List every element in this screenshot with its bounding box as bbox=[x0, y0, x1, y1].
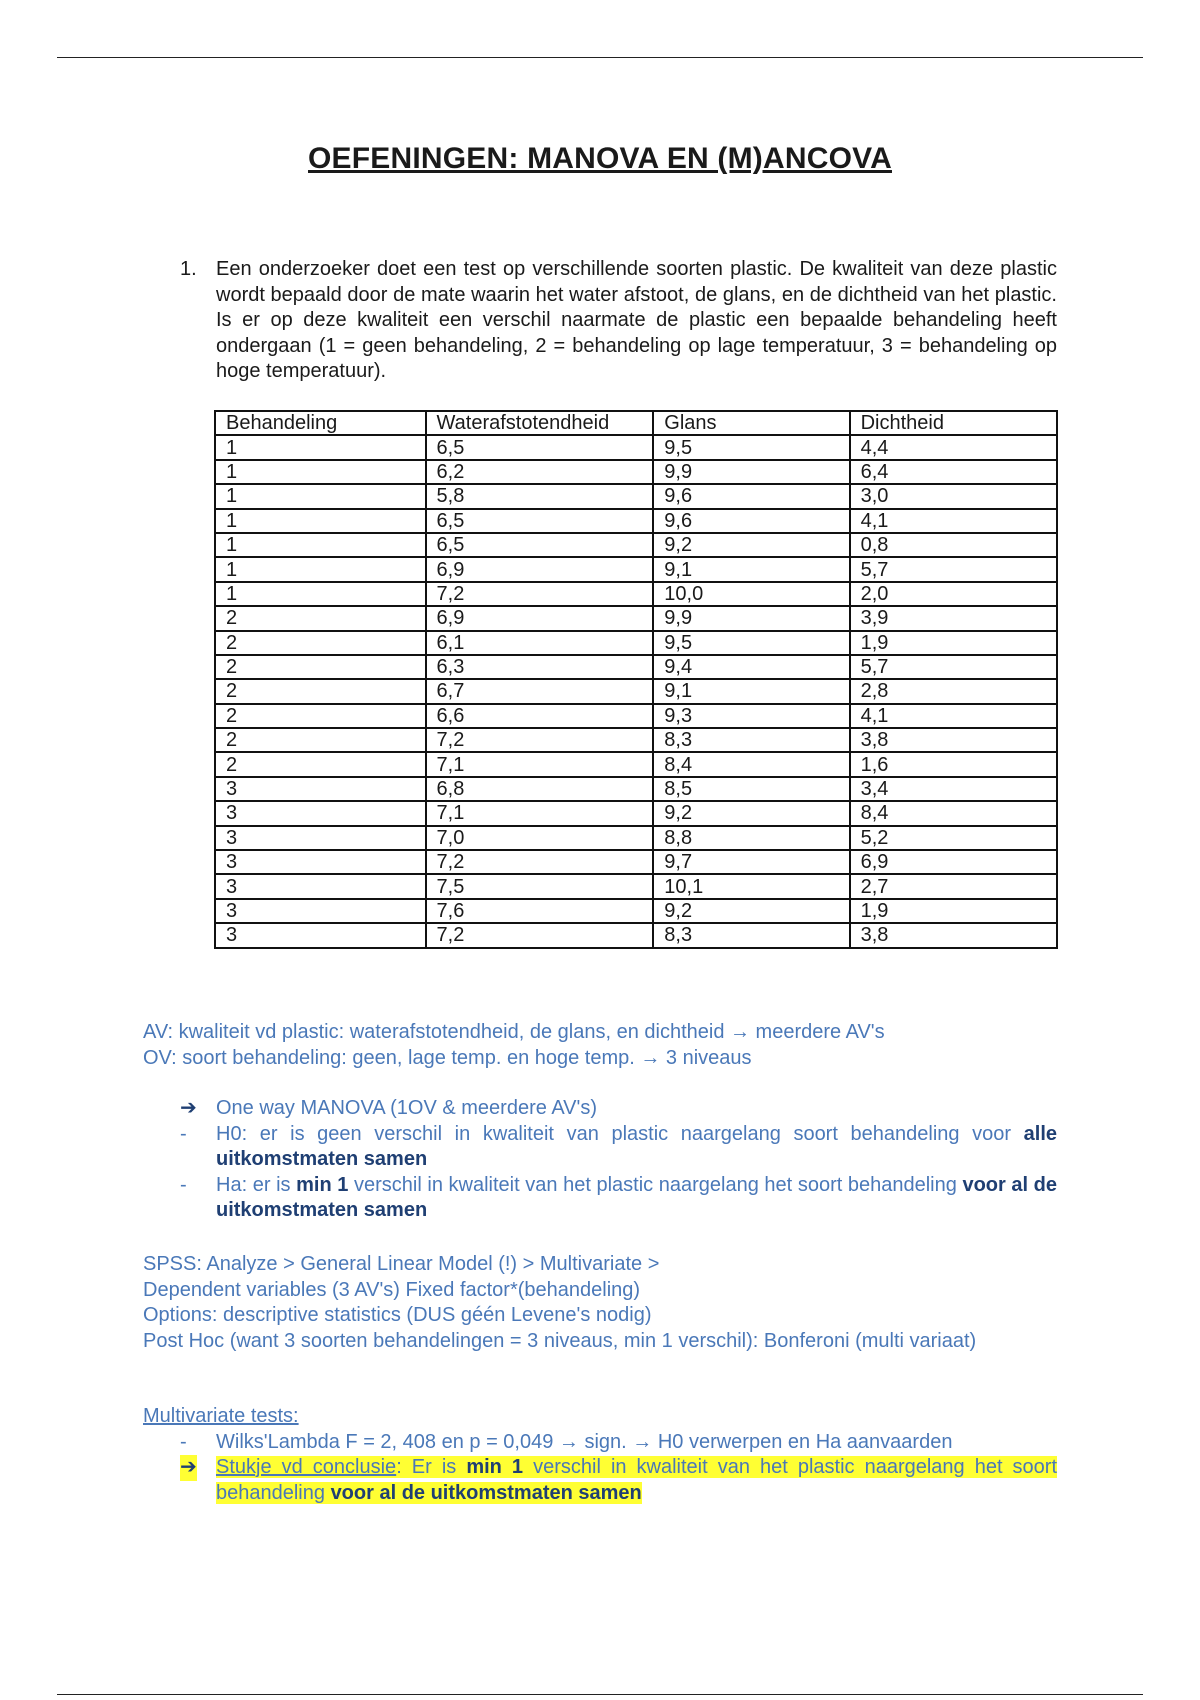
table-cell: 6,5 bbox=[426, 509, 654, 533]
conclusion-bold-2: voor al de uitkomstmaten samen bbox=[330, 1481, 642, 1504]
hypotheses-list bbox=[180, 1096, 1057, 1224]
table-cell: 1 bbox=[215, 484, 426, 508]
ov-line: OV: soort behandeling: geen, lage temp. en hoge temp. → 3 niveaus bbox=[143, 1046, 752, 1069]
table-cell: 1,9 bbox=[850, 899, 1057, 923]
table-cell: 5,2 bbox=[850, 826, 1057, 850]
table-cell: 3 bbox=[215, 923, 426, 947]
table-cell: 2 bbox=[215, 728, 426, 752]
table-cell: 9,7 bbox=[653, 850, 849, 874]
table-cell: 5,7 bbox=[850, 557, 1057, 581]
table-cell: 9,1 bbox=[653, 679, 849, 703]
table-cell: 3 bbox=[215, 801, 426, 825]
question-text: Een onderzoeker doet een test op verschillende soorten plastic. De kwaliteit van deze plastic wordt bepaald door de mate waarin het water afstoot, de glans, en de dichtheid van het plastic. Is er op deze kwaliteit een verschil naarmate de plastic een bepaalde behandeling heeft ondergaan (1 = geen behandeling, 2 = behandeling op lage temperatuur, 3 = behandeling op hoge temperatuur). bbox=[216, 258, 1057, 382]
table-row bbox=[215, 801, 1057, 825]
list-item bbox=[180, 1122, 1057, 1173]
table-cell: 5,7 bbox=[850, 655, 1057, 679]
conclusion-bold-1: min 1 bbox=[466, 1456, 524, 1478]
table-cell: 9,2 bbox=[653, 801, 849, 825]
table-cell: 9,4 bbox=[653, 655, 849, 679]
question-number: 1. bbox=[180, 258, 197, 280]
table-row bbox=[215, 533, 1057, 557]
table-cell: 6,5 bbox=[426, 435, 654, 459]
table-cell: 2,0 bbox=[850, 582, 1057, 606]
conclusion-label: Stukje vd conclusie bbox=[216, 1456, 397, 1478]
table-cell: 3 bbox=[215, 850, 426, 874]
table-cell: 8,3 bbox=[653, 728, 849, 752]
arrow-icon: ➔ bbox=[180, 1097, 197, 1119]
list-item bbox=[180, 1096, 1057, 1122]
table-cell: 7,5 bbox=[426, 874, 654, 898]
conclusion-item bbox=[180, 1455, 1057, 1506]
dash-marker: - bbox=[180, 1122, 187, 1145]
multivariate-block bbox=[143, 1404, 1057, 1506]
table-cell: 3,9 bbox=[850, 606, 1057, 630]
column-header: Dichtheid bbox=[850, 411, 1057, 435]
multivariate-heading: Multivariate tests: bbox=[143, 1405, 299, 1427]
table-row bbox=[215, 655, 1057, 679]
table-header-row bbox=[215, 411, 1057, 435]
table-cell: 6,3 bbox=[426, 655, 654, 679]
spss-block bbox=[143, 1252, 1057, 1354]
table-cell: 8,4 bbox=[850, 801, 1057, 825]
table-cell: 9,9 bbox=[653, 460, 849, 484]
table-row bbox=[215, 923, 1057, 947]
table-cell: 2 bbox=[215, 679, 426, 703]
table-row bbox=[215, 679, 1057, 703]
table-cell: 7,2 bbox=[426, 728, 654, 752]
spss-line-1: SPSS: Analyze > General Linear Model (!) > Multivariate > bbox=[143, 1253, 660, 1275]
data-table bbox=[214, 410, 1058, 949]
table-cell: 9,6 bbox=[653, 509, 849, 533]
ha-bold-2: voor al de uitkomstmaten samen bbox=[216, 1173, 1057, 1221]
table-cell: 6,7 bbox=[426, 679, 654, 703]
page-title: OEFENINGEN: MANOVA EN (M)ANCOVA bbox=[308, 142, 892, 175]
table-cell: 7,2 bbox=[426, 923, 654, 947]
list-item bbox=[180, 1173, 1057, 1224]
ha-mid: verschil in kwaliteit van het plastic naargelang het soort behandeling bbox=[348, 1173, 963, 1196]
table-cell: 6,6 bbox=[426, 704, 654, 728]
table-row bbox=[215, 777, 1057, 801]
header-rule bbox=[57, 57, 1143, 58]
table-cell: 7,1 bbox=[426, 752, 654, 776]
table-cell: 2,8 bbox=[850, 679, 1057, 703]
table-cell: 6,9 bbox=[850, 850, 1057, 874]
ha-prefix: Ha: er is bbox=[216, 1173, 297, 1196]
table-cell: 1 bbox=[215, 557, 426, 581]
table-row bbox=[215, 826, 1057, 850]
table-row bbox=[215, 874, 1057, 898]
table-cell: 2 bbox=[215, 752, 426, 776]
arrow-icon: ➔ bbox=[180, 1455, 197, 1481]
table-cell: 3,8 bbox=[850, 728, 1057, 752]
table-cell: 3,8 bbox=[850, 923, 1057, 947]
table-cell: 1,9 bbox=[850, 631, 1057, 655]
table-row bbox=[215, 850, 1057, 874]
table-cell: 8,4 bbox=[653, 752, 849, 776]
table-cell: 9,5 bbox=[653, 631, 849, 655]
table-row bbox=[215, 606, 1057, 630]
table-row bbox=[215, 557, 1057, 581]
table-cell: 1 bbox=[215, 435, 426, 459]
table-cell: 1,6 bbox=[850, 752, 1057, 776]
table-cell: 8,8 bbox=[653, 826, 849, 850]
av-line: AV: kwaliteit vd plastic: waterafstotendheid, de glans, en dichtheid → meerdere AV's bbox=[143, 1021, 885, 1043]
table-cell: 7,2 bbox=[426, 582, 654, 606]
table-cell: 2 bbox=[215, 631, 426, 655]
table-row bbox=[215, 752, 1057, 776]
table-cell: 9,2 bbox=[653, 533, 849, 557]
table-cell: 1 bbox=[215, 533, 426, 557]
table-row bbox=[215, 435, 1057, 459]
table-cell: 2,7 bbox=[850, 874, 1057, 898]
table-cell: 8,3 bbox=[653, 923, 849, 947]
list-item bbox=[180, 1430, 1057, 1456]
table-row bbox=[215, 460, 1057, 484]
table-cell: 4,1 bbox=[850, 509, 1057, 533]
table-cell: 9,6 bbox=[653, 484, 849, 508]
footer-rule bbox=[57, 1694, 1143, 1695]
wilks-line: Wilks'Lambda F = 2, 408 en p = 0,049 → sign. → H0 verwerpen en Ha aanvaarden bbox=[216, 1430, 953, 1453]
table-cell: 3 bbox=[215, 826, 426, 850]
table-cell: 7,1 bbox=[426, 801, 654, 825]
h0-bold: alle uitkomstmaten samen bbox=[216, 1122, 1057, 1170]
conclusion-text-2: verschil in kwaliteit van het plastic naargelang het soort behandeling bbox=[216, 1456, 1058, 1504]
table-cell: 10,0 bbox=[653, 582, 849, 606]
spss-line-3: Options: descriptive statistics (DUS géén Levene's nodig) bbox=[143, 1304, 652, 1326]
table-cell: 3 bbox=[215, 777, 426, 801]
table-row bbox=[215, 631, 1057, 655]
dash-marker: - bbox=[180, 1173, 187, 1196]
table-cell: 1 bbox=[215, 582, 426, 606]
table-cell: 2 bbox=[215, 655, 426, 679]
table-cell: 5,8 bbox=[426, 484, 654, 508]
table-cell: 8,5 bbox=[653, 777, 849, 801]
table-row bbox=[215, 899, 1057, 923]
table-cell: 3 bbox=[215, 899, 426, 923]
column-header: Waterafstotendheid bbox=[426, 411, 654, 435]
h0-text: H0: er is geen verschil in kwaliteit van plastic naargelang soort behandeling voor bbox=[216, 1122, 1024, 1145]
table-cell: 10,1 bbox=[653, 874, 849, 898]
table-cell: 4,4 bbox=[850, 435, 1057, 459]
conclusion-text-1: : Er is bbox=[396, 1456, 467, 1478]
table-row bbox=[215, 509, 1057, 533]
variables-block bbox=[143, 1020, 1063, 1071]
table-cell: 9,5 bbox=[653, 435, 849, 459]
table-row bbox=[215, 728, 1057, 752]
manova-item-text: One way MANOVA (1OV & meerdere AV's) bbox=[216, 1097, 597, 1119]
table-cell: 9,1 bbox=[653, 557, 849, 581]
table-cell: 9,9 bbox=[653, 606, 849, 630]
table-cell: 4,1 bbox=[850, 704, 1057, 728]
table-cell: 6,9 bbox=[426, 606, 654, 630]
table-cell: 7,2 bbox=[426, 850, 654, 874]
table-cell: 6,4 bbox=[850, 460, 1057, 484]
table-cell: 1 bbox=[215, 460, 426, 484]
dash-marker: - bbox=[180, 1430, 187, 1453]
ha-bold-1: min 1 bbox=[296, 1173, 349, 1196]
table-cell: 1 bbox=[215, 509, 426, 533]
table-cell: 7,0 bbox=[426, 826, 654, 850]
table-body bbox=[215, 435, 1057, 947]
table-cell: 2 bbox=[215, 704, 426, 728]
table-cell: 6,8 bbox=[426, 777, 654, 801]
table-row bbox=[215, 582, 1057, 606]
table-cell: 9,2 bbox=[653, 899, 849, 923]
table-cell: 0,8 bbox=[850, 533, 1057, 557]
table-cell: 6,5 bbox=[426, 533, 654, 557]
column-header: Behandeling bbox=[215, 411, 426, 435]
table-cell: 3,4 bbox=[850, 777, 1057, 801]
spss-line-4: Post Hoc (want 3 soorten behandelingen = 3 niveaus, min 1 verschil): Bonferoni (multi variaat) bbox=[143, 1329, 977, 1352]
column-header: Glans bbox=[653, 411, 849, 435]
table-cell: 6,2 bbox=[426, 460, 654, 484]
table-cell: 6,1 bbox=[426, 631, 654, 655]
table-cell: 3,0 bbox=[850, 484, 1057, 508]
table-cell: 3 bbox=[215, 874, 426, 898]
table-cell: 2 bbox=[215, 606, 426, 630]
table-cell: 9,3 bbox=[653, 704, 849, 728]
spss-line-2: Dependent variables (3 AV's) Fixed factor*(behandeling) bbox=[143, 1278, 641, 1301]
table-row bbox=[215, 704, 1057, 728]
table-cell: 7,6 bbox=[426, 899, 654, 923]
table-row bbox=[215, 484, 1057, 508]
table-cell: 6,9 bbox=[426, 557, 654, 581]
